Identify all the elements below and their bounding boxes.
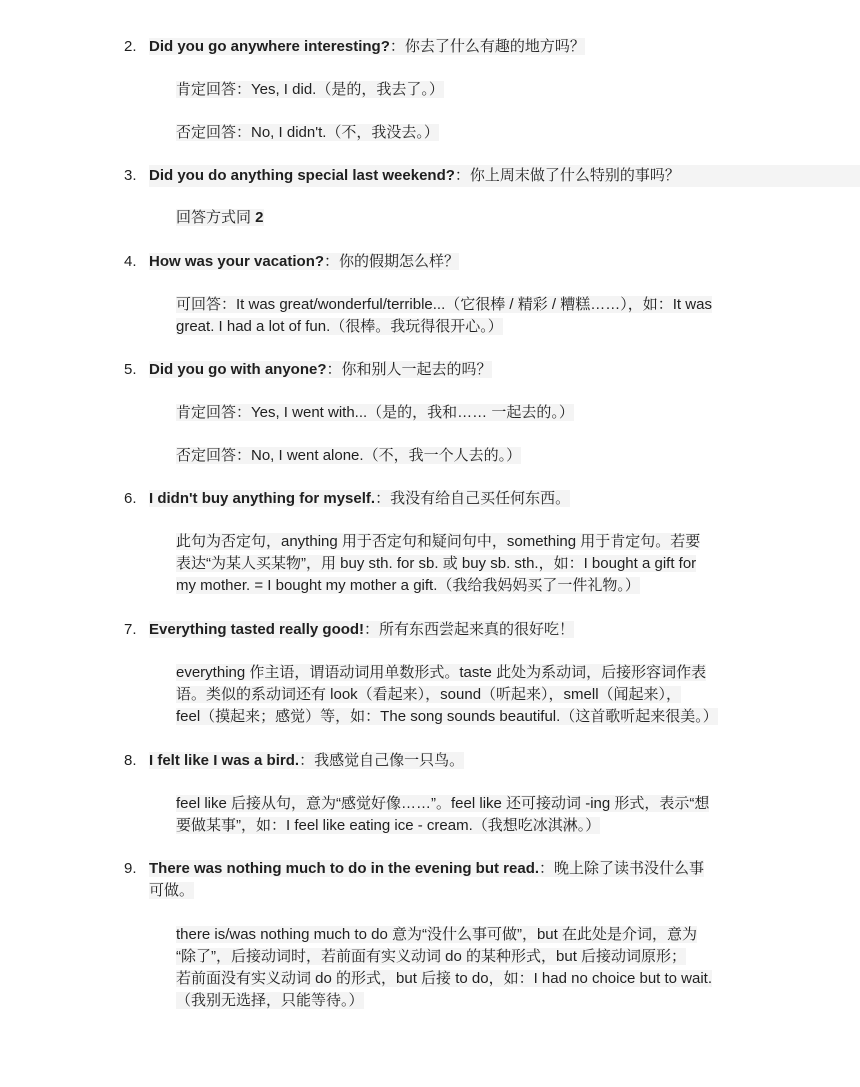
note-line: there is/was nothing much to do 意为“没什么事可做”，but 在此处是介词，意为 (176, 926, 697, 943)
item-number: 3. (124, 167, 137, 184)
note-bold-ref: 2 (255, 209, 264, 226)
question-translation: ：我感觉自己像一只鸟。 (299, 752, 465, 769)
question-translation: ：我没有给自己买任何东西。 (375, 490, 571, 507)
question-text: There was nothing much to do in the evening but read. (149, 860, 540, 877)
question-line (149, 36, 585, 58)
answer-note (176, 531, 700, 597)
question-line (149, 251, 459, 273)
question-translation: ：你去了什么有趣的地方吗？ (389, 38, 585, 55)
note-line: great. I had a lot of fun.（很棒。我玩得很开心。） (176, 318, 503, 335)
question-line (149, 750, 464, 772)
answer-note (176, 207, 264, 229)
answer-note (176, 402, 574, 424)
note-line: 回答方式同 (176, 209, 256, 226)
question-text: Did you go with anyone? (149, 361, 327, 378)
note-line: （我别无选择，只能等待。） (176, 992, 364, 1009)
question-translation: ：你和别人一起去的吗？ (326, 361, 492, 378)
item-number: 4. (124, 253, 137, 270)
answer-note (176, 79, 444, 101)
answer-note (176, 122, 439, 144)
question-line (149, 488, 570, 510)
note-line: everything 作主语，谓语动词用单数形式。taste 此处为系动词，后接形容词作表 (176, 664, 707, 681)
note-line: 表达“为某人买某物”，用 buy sth. for sb. 或 buy sb. sth.，如：I bought a gift for (176, 555, 697, 572)
question-line (149, 619, 574, 641)
answer-note (176, 662, 718, 728)
question-text: Did you do anything special last weekend? (149, 167, 455, 184)
item-number: 5. (124, 361, 137, 378)
question-line (149, 858, 704, 902)
note-line: “除了”，后接动词时，若前面有实义动词 do 的某种形式，but 后接动词原形； (176, 948, 687, 965)
question-translation-cont: 可做。 (149, 882, 195, 899)
note-line: feel（摸起来；感觉）等，如：The song sounds beautiful.（这首歌听起来很美。） (176, 708, 718, 725)
question-translation: ：你的假期怎么样？ (324, 253, 460, 270)
note-line: 此句为否定句，anything 用于否定句和疑问句中，something 用于肯定句。若要 (176, 533, 701, 550)
item-number: 9. (124, 860, 137, 877)
note-line: 若前面没有实义动词 do 的形式，but 后接 to do，如：I had no choice but to wait. (176, 970, 713, 987)
note-line: feel like 后接从句，意为“感觉好像……”。feel like 还可接动词 -ing 形式，表示“想 (176, 795, 710, 812)
note-line: 否定回答：No, I went alone.（不，我一个人去的。） (176, 447, 522, 464)
item-number: 7. (124, 621, 137, 638)
question-text: I felt like I was a bird. (149, 752, 300, 769)
answer-note (176, 294, 712, 338)
question-translation: ：你上周末做了什么特别的事吗？ (454, 167, 680, 184)
question-text: Everything tasted really good! (149, 621, 365, 638)
note-line: 要做某事”，如：I feel like eating ice - cream.（我想吃冰淇淋。） (176, 817, 601, 834)
item-number: 2. (124, 38, 137, 55)
note-line: 否定回答：No, I didn't.（不，我没去。） (176, 124, 439, 141)
question-text: How was your vacation? (149, 253, 325, 270)
note-line: 可回答：It was great/wonderful/terrible...（它很棒 / 精彩 / 糟糕……），如：It was (176, 296, 712, 313)
question-line (149, 165, 860, 187)
note-line: 语。类似的系动词还有 look（看起来），sound（听起来），smell（闻起来）， (176, 686, 682, 703)
note-line: my mother. = I bought my mother a gift.（我给我妈妈买了一件礼物。） (176, 577, 640, 594)
note-line: 肯定回答：Yes, I did.（是的，我去了。） (176, 81, 444, 98)
item-number: 8. (124, 752, 137, 769)
question-text: I didn't buy anything for myself. (149, 490, 376, 507)
item-number: 6. (124, 490, 137, 507)
question-translation: ：所有东西尝起来真的很好吃！ (364, 621, 575, 638)
note-line: 肯定回答：Yes, I went with...（是的，我和…… 一起去的。） (176, 404, 574, 421)
question-text: Did you go anywhere interesting? (149, 38, 390, 55)
answer-note (176, 793, 709, 837)
answer-note (176, 445, 521, 467)
question-translation: ：晚上除了读书没什么事 (539, 860, 705, 877)
question-line (149, 359, 492, 381)
answer-note (176, 924, 712, 1012)
